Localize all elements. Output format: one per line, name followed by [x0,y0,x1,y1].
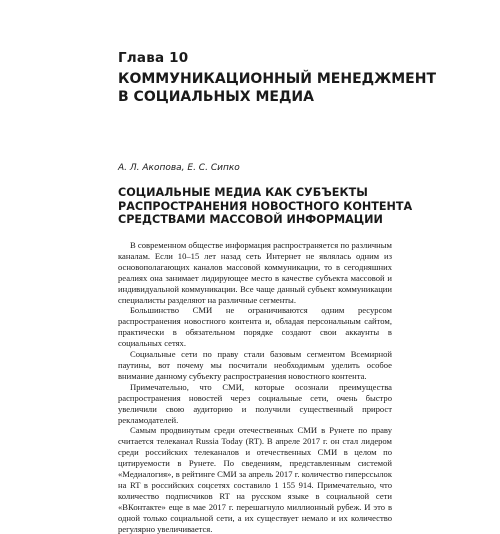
book-page [118,0,436,534]
chapter-title-line: КОММУНИКАЦИОННЫЙ МЕНЕДЖМЕНТ [118,71,436,87]
paragraph: Примечательно, что СМИ, которые осознали преимущества распространения новостей через социальные сети, очень быстро увеличили свою аудиторию и получили существенный прирост рекламодателей. [118,381,392,425]
body-text [118,240,392,534]
paragraph: Самым продвинутым среди отечественных СМИ в Рунете по праву считается телеканал Russia Today (RT). В апреле 2017 г. он стал лидером среди российских телеканалов и отечественных СМИ в целом по цитируемости в Рунете. По сведениям, представленным системой «Медиалогия», в рейтинге СМИ за апрель 2017 г. количество гиперссылок на RT в российских соцсетях составило 1 155 914. Примечательно, что количество подписчиков RT на русском языке в социальной сети «ВКонтакте» еще в мае 2017 г. перешагнуло миллионный рубеж. И это в одной только социальной сети, а их существует немало и их количество регулярно увеличивается. [118,425,392,534]
paragraph: В современном обществе информация распространяется по различным каналам. Если 10–15 лет назад сеть Интернет не являлась одним из основополагающих каналов массовой коммуникации, то в сегодняшних реалиях она занимает лидирующее место в качестве субъекта массовой и индивидуальной коммуникации. Все чаще данный субъект коммуникации специалисты разделяют на различные сегменты. [118,240,392,305]
section-title-line: СРЕДСТВАМИ МАССОВОЙ ИНФОРМАЦИИ [118,213,383,226]
chapter-title [118,70,436,106]
paragraph: Социальные сети по праву стали базовым сегментом Всемирной паутины, вот почему мы посчитали необходимым уделить особое внимание данному субъекту распространения новостного контента. [118,349,392,381]
paragraph: Большинство СМИ не ограничиваются одним ресурсом распространения новостного контента и, обладая персональным сайтом, практически в обязательном порядке создают свои аккаунты в социальных сетях. [118,305,392,349]
section-title [118,186,413,227]
chapter-title-line: В СОЦИАЛЬНЫХ МЕДИА [118,89,314,105]
section-title-line: РАСПРОСТРАНЕНИЯ НОВОСТНОГО КОНТЕНТА [118,199,413,213]
section-title-line: СОЦИАЛЬНЫЕ МЕДИА КАК СУБЪЕКТЫ [118,186,368,199]
chapter-label: Глава 10 [118,50,189,66]
authors: А. Л. Акопова, Е. С. Сипко [118,163,240,173]
